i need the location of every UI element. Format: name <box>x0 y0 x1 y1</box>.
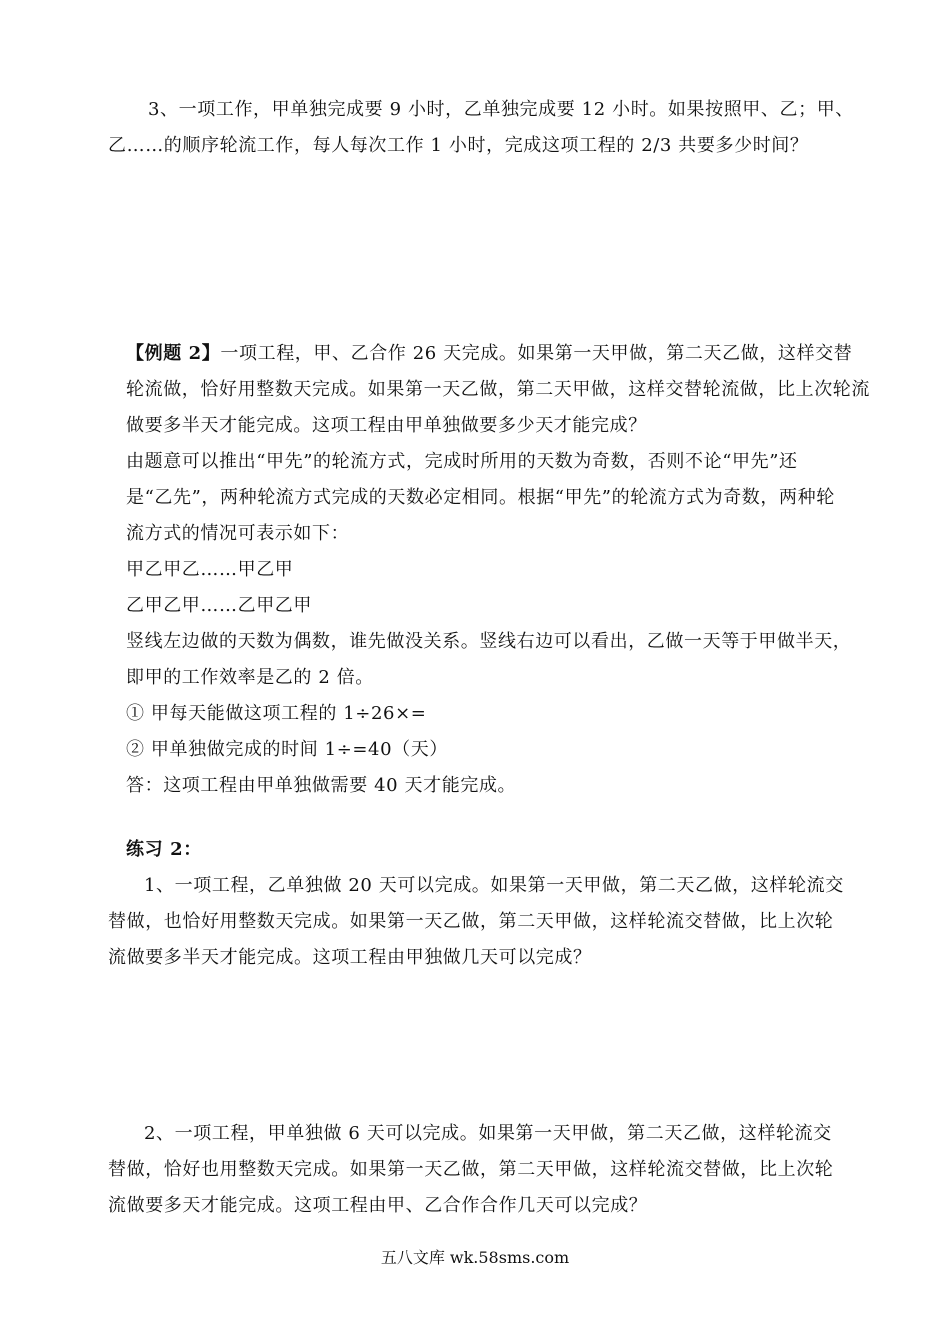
practice-2-q2-line-1: 2、一项工程，甲单独做 6 天可以完成。如果第一天甲做，第二天乙做，这样轮流交 <box>144 1123 832 1144</box>
solution-line-5: 即甲的工作效率是乙的 2 倍。 <box>126 667 374 688</box>
example-2-line-3: 做要多半天才能完成。这项工程由甲单独做要多少天才能完成？ <box>126 415 647 436</box>
sequence-line-1: 甲乙甲乙……甲乙甲 <box>126 559 294 580</box>
example-2-line-2: 轮流做，恰好用整数天完成。如果第一天乙做，第二天甲做，这样交替轮流做，比上次轮流 <box>126 379 870 400</box>
practice-2-q1-line-3: 流做要多半天才能完成。这项工程由甲独做几天可以完成？ <box>108 947 592 968</box>
practice-2-q2-line-3: 流做要多天才能完成。这项工程由甲、乙合作合作几天可以完成？ <box>108 1195 648 1216</box>
solution-line-3: 流方式的情况可表示如下： <box>126 523 350 544</box>
example-2-line-1-text: 一项工程，甲、乙合作 26 天完成。如果第一天甲做，第二天乙做，这样交替 <box>220 343 853 364</box>
solution-step-1: ① 甲每天能做这项工程的 1÷26×= <box>126 703 427 724</box>
solution-line-4: 竖线左边做的天数为偶数，谁先做没关系。竖线右边可以看出，乙做一天等于甲做半天， <box>126 631 852 652</box>
problem-3-line-1: 3、一项工作，甲单独完成要 9 小时，乙单独完成要 12 小时。如果按照甲、乙；甲、 <box>148 99 854 120</box>
solution-line-1: 由题意可以推出“甲先”的轮流方式，完成时所用的天数为奇数，否则不论“甲先”还 <box>126 451 798 472</box>
example-2-line-1 <box>126 342 852 366</box>
practice-2-q1-line-1: 1、一项工程，乙单独做 20 天可以完成。如果第一天甲做，第二天乙做，这样轮流交 <box>144 875 844 896</box>
page-footer: 五八文库 wk.58sms.com <box>380 1248 570 1267</box>
problem-3-line-2: 乙……的顺序轮流工作，每人每次工作 1 小时，完成这项工程的 2/3 共要多少时间？ <box>108 135 809 156</box>
practice-2-q2-line-2: 替做，恰好也用整数天完成。如果第一天乙做，第二天甲做，这样轮流交替做，比上次轮 <box>108 1159 834 1180</box>
practice-2-q1-line-2: 替做，也恰好用整数天完成。如果第一天乙做，第二天甲做，这样轮流交替做，比上次轮 <box>108 911 834 932</box>
solution-step-2: ② 甲单独做完成的时间 1÷=40（天） <box>126 739 448 760</box>
sequence-line-2: 乙甲乙甲……乙甲乙甲 <box>126 595 312 616</box>
practice-2-heading: 练习 2： <box>126 839 202 860</box>
solution-answer: 答：这项工程由甲单独做需要 40 天才能完成。 <box>126 775 517 796</box>
example-2-label: 【例题 2】 <box>126 343 221 364</box>
solution-line-2: 是“乙先”，两种轮流方式完成的天数必定相同。根据“甲先”的轮流方式为奇数，两种轮 <box>126 487 835 508</box>
